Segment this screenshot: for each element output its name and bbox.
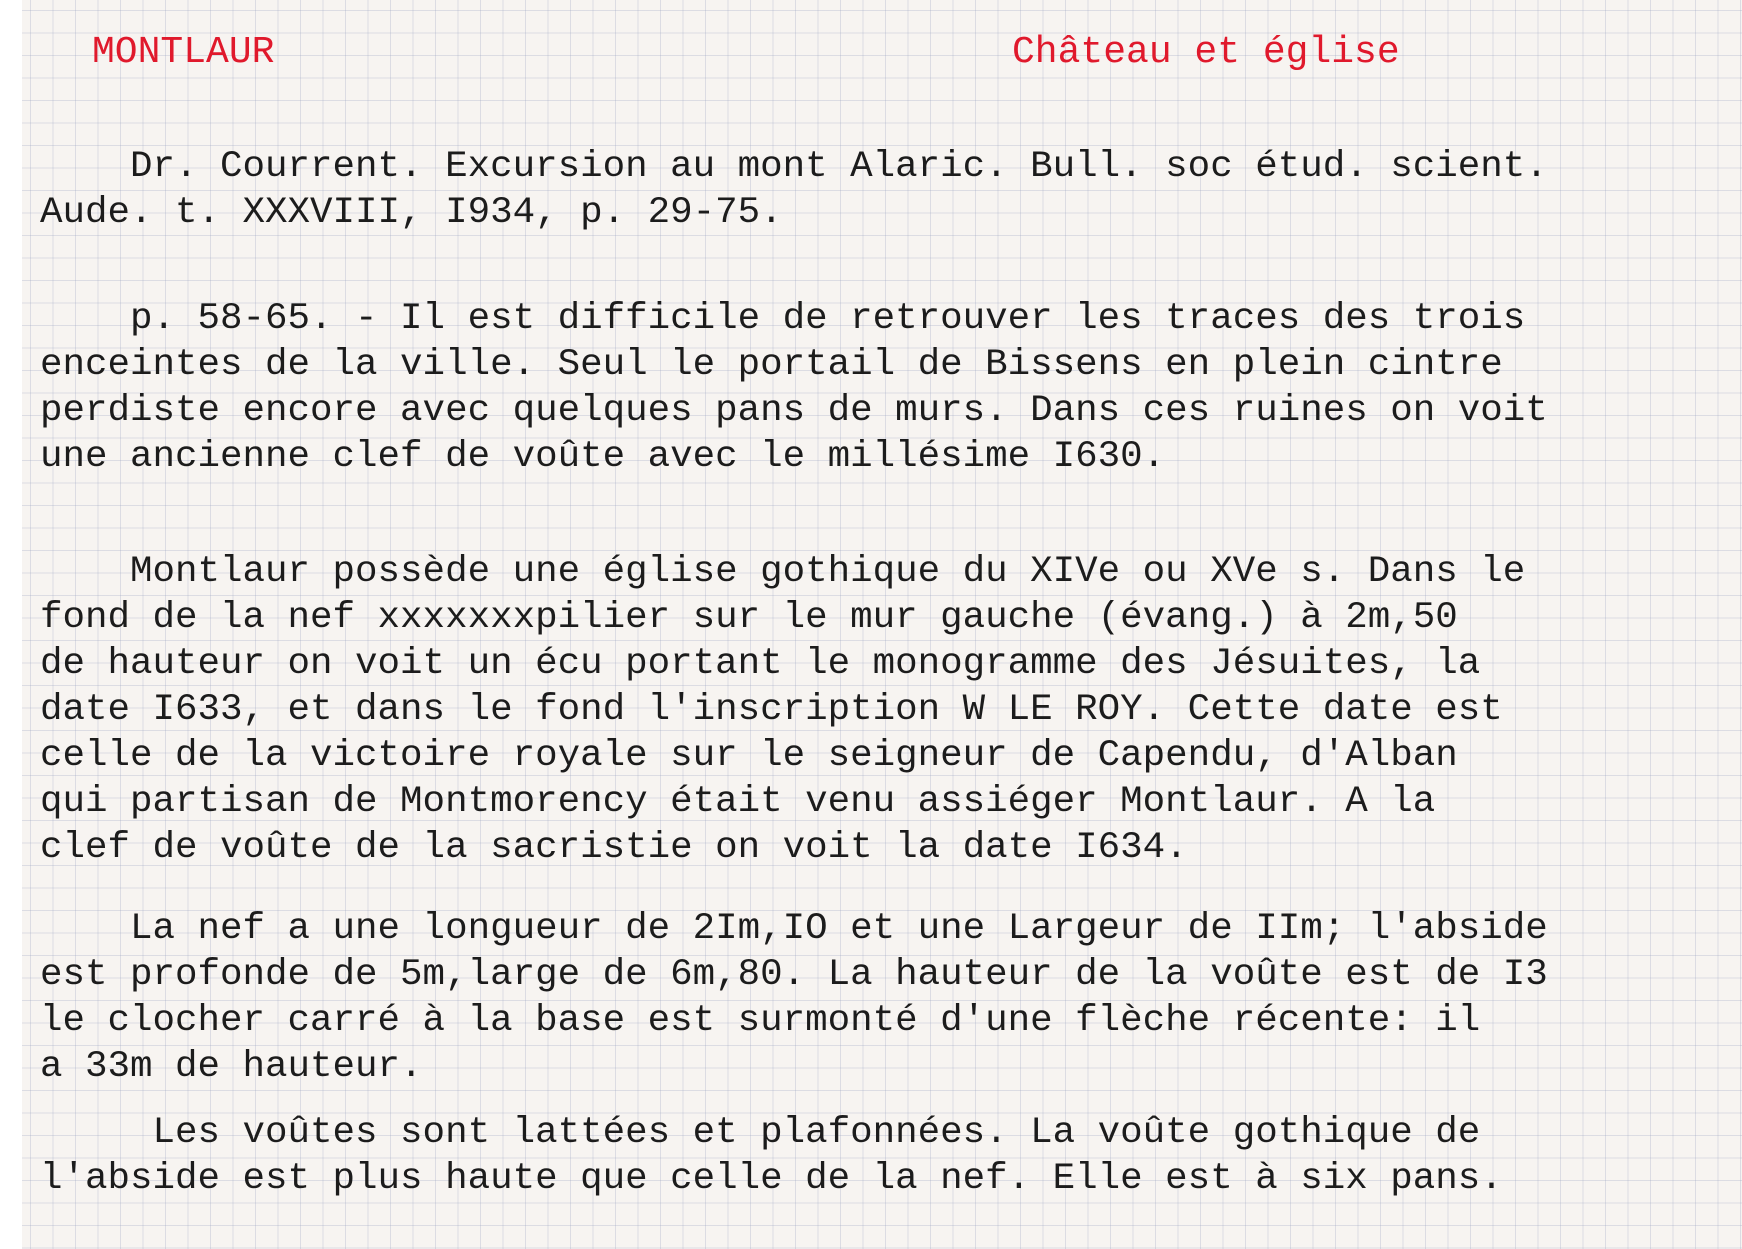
town-walls-paragraph: p. 58-65. - Il est difficile de retrouver les traces des trois enceintes de la ville. Seul le portail de Bissens en plein cintre perdiste encore avec quelques pans de murs. Dans ces ruines on voit une ancienne clef de voûte avec le millésime I630. xyxy=(40,298,1548,478)
index-card xyxy=(22,0,1742,1249)
card-subject-title: Château et église xyxy=(1012,31,1400,74)
nave-dimensions-paragraph: La nef a une longueur de 2Im,IO et une Largeur de IIm; l'abside est profonde de 5m,large de 6m,80. La hauteur de la voûte est de I3 le clocher carré à la base est surmonté d'une flèche récente: il a 33m de hauteur. xyxy=(40,908,1548,1088)
citation-paragraph: Dr. Courrent. Excursion au mont Alaric. Bull. soc étud. scient. Aude. t. XXXVIII, I934, p. 29-75. xyxy=(40,146,1548,234)
vaults-paragraph: Les voûtes sont lattées et plafonnées. La voûte gothique de l'abside est plus haute que celle de la nef. Elle est à six pans. xyxy=(40,1112,1503,1200)
church-paragraph: Montlaur possède une église gothique du XIVe ou XVe s. Dans le fond de la nef xxxxxxxpilier sur le mur gauche (évang.) à 2m,50 de hauteur on voit un écu portant le monogramme des Jésuites, la date I633, et dans le fond l'inscription W LE ROY. Cette date est celle de la victoire royale sur le seigneur de Capendu, d'Alban qui partisan de Montmorency était venu assiéger Montlaur. A la clef de voûte de la sacristie on voit la date I634. xyxy=(40,551,1526,869)
card-place-title: MONTLAUR xyxy=(92,31,275,74)
